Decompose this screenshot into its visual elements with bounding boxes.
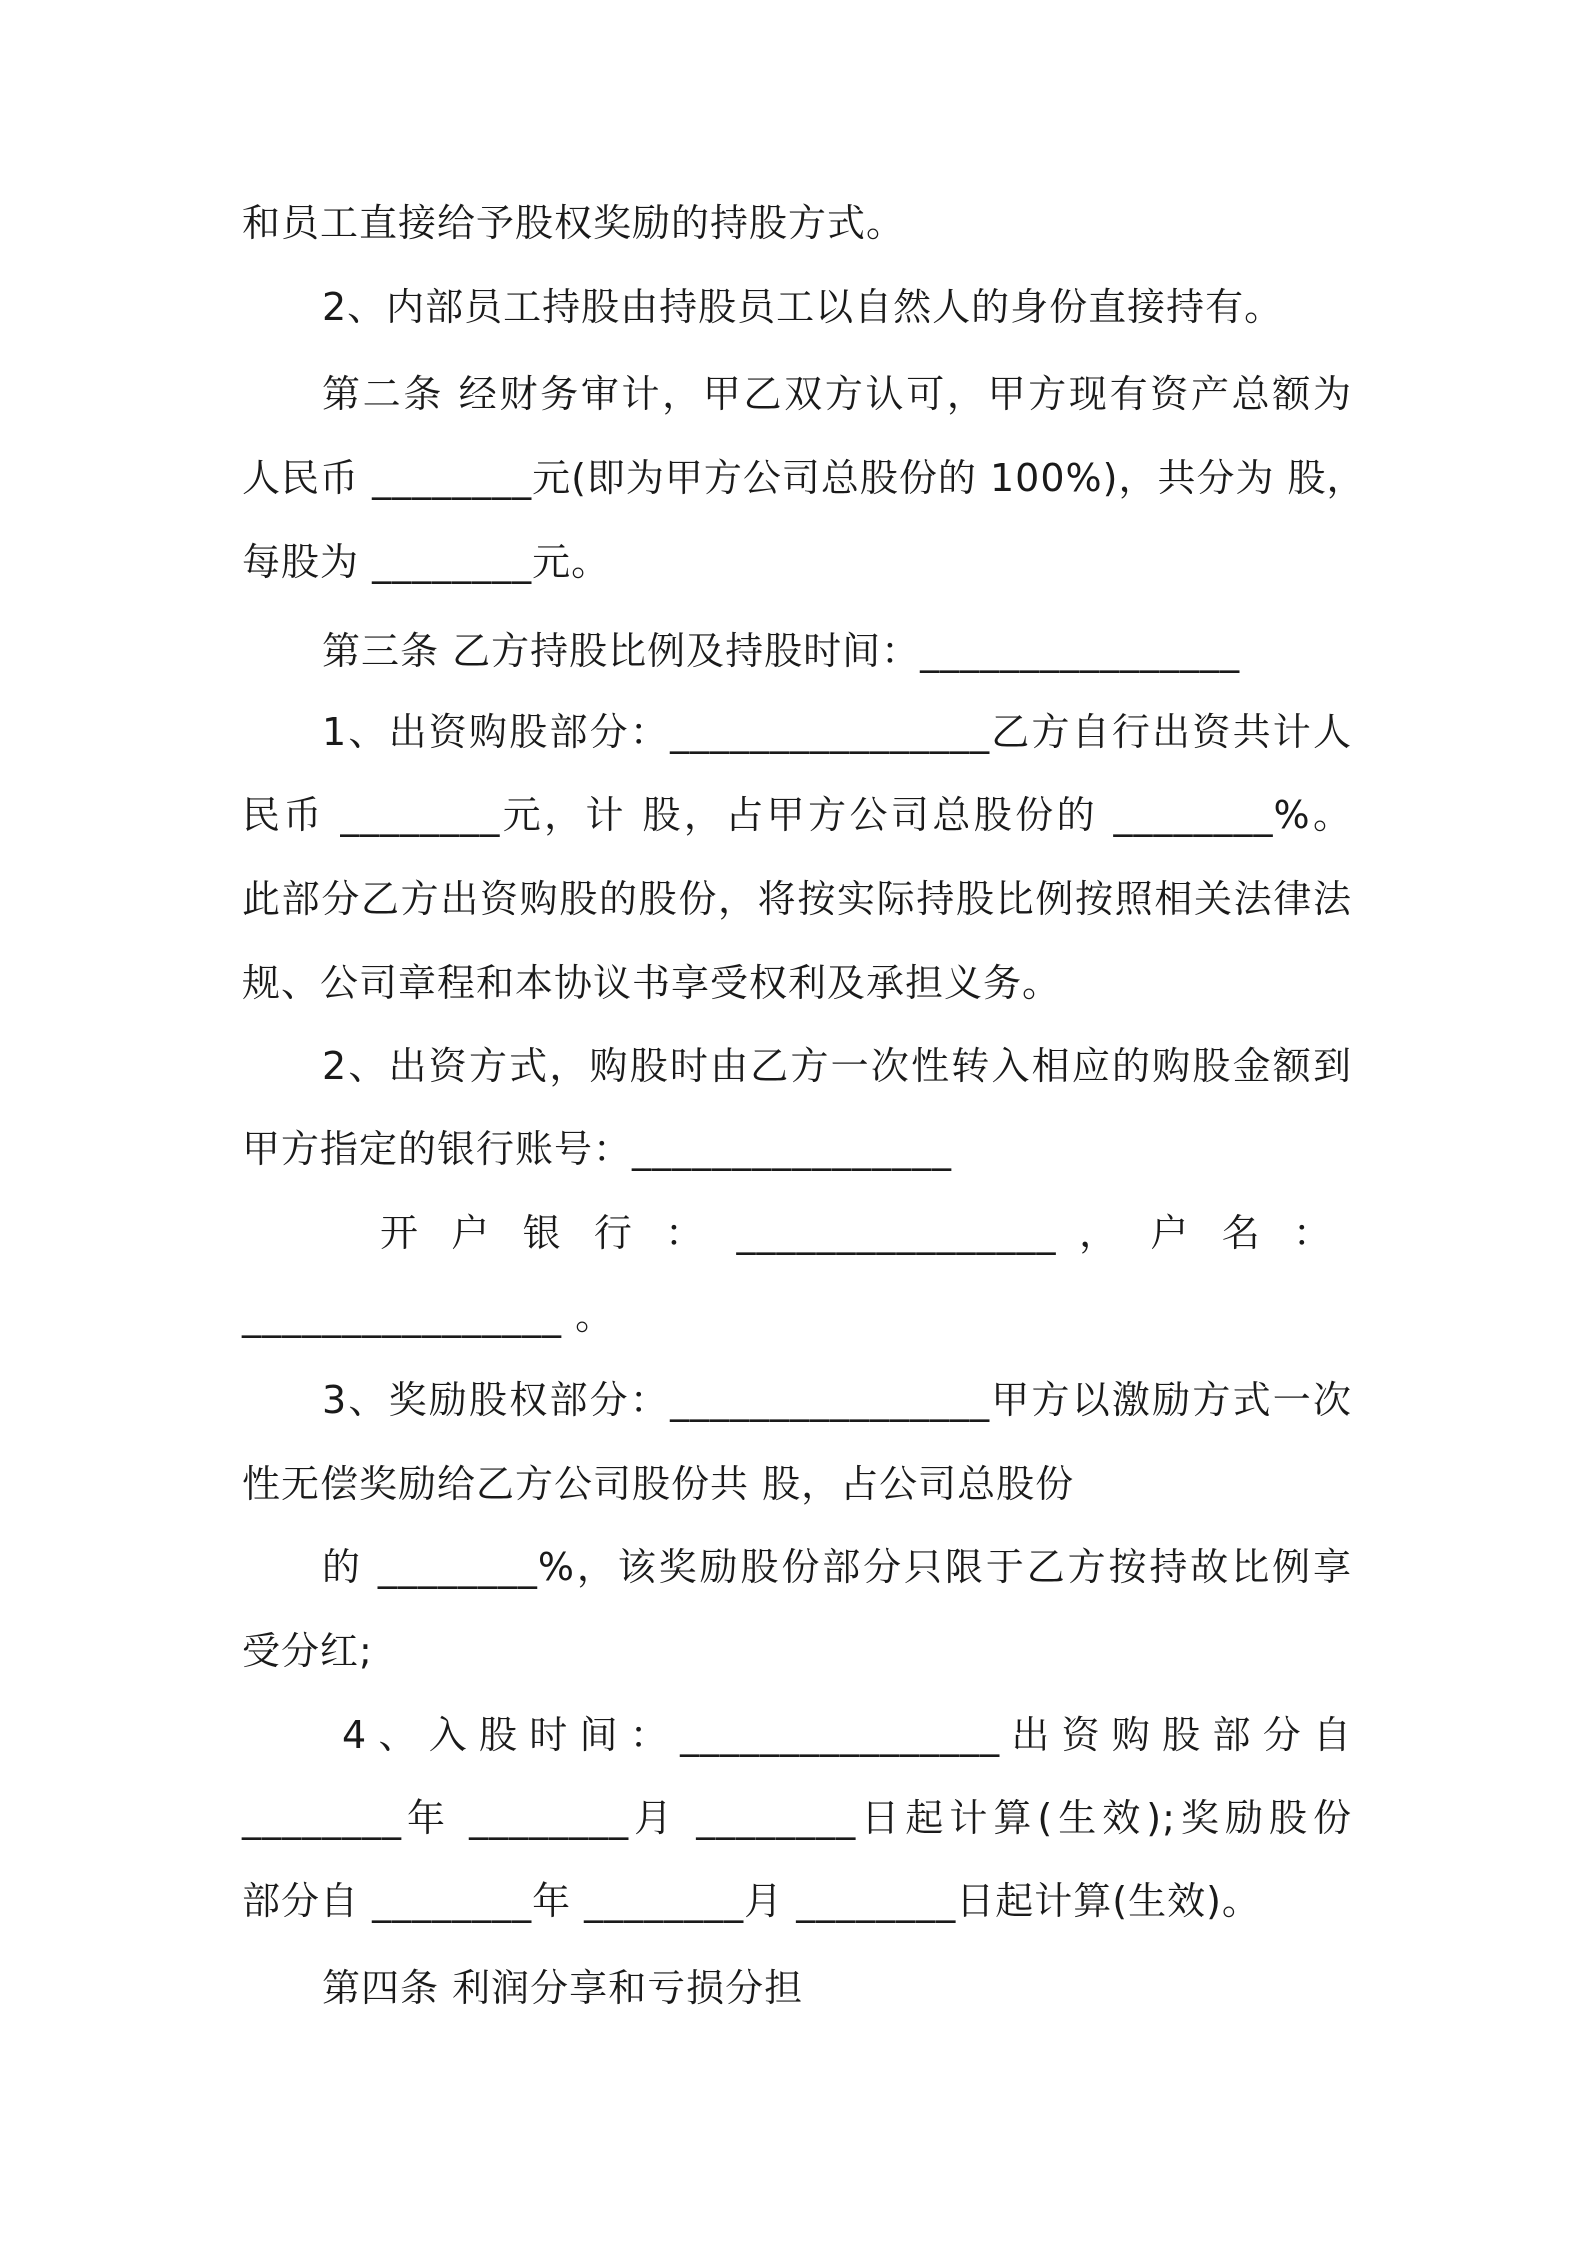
article-3-heading-line: 第三条 乙方持股比例及持股时间：________________ <box>322 629 1241 673</box>
paragraph-line-5: 每股为 ________元。 <box>242 540 611 584</box>
article-2-heading-line: 第二条 经财务审计，甲乙双方认可，甲方现有资产总额为 <box>322 372 1352 416</box>
paragraph-line-20: ________年 ________月 ________日起计算(生效);奖励股份 <box>242 1796 1352 1840</box>
paragraph-line-17: 的 ________%，该奖励股份部分只限于乙方按持故比例享 <box>322 1545 1352 1589</box>
paragraph-line-9: 此部分乙方出资购股的股份，将按实际持股比例按照相关法律法 <box>242 877 1352 921</box>
paragraph-line-11: 2、出资方式，购股时由乙方一次性转入相应的购股金额到 <box>322 1044 1352 1088</box>
paragraph-line-2: 2、内部员工持股由持股员工以自然人的身份直接持有。 <box>322 285 1284 329</box>
paragraph-line-12: 甲方指定的银行账号：________________ <box>242 1127 953 1171</box>
paragraph-line-13: 开 户 银 行 ： ________________ ， 户 名 ： <box>380 1211 1332 1255</box>
paragraph-line-4: 人民币 ________元(即为甲方公司总股份的 100%)，共分为 股， <box>242 456 1366 500</box>
paragraph-line-1: 和员工直接给予股权奖励的持股方式。 <box>242 201 906 245</box>
paragraph-line-7: 1、出资购股部分：________________乙方自行出资共计人 <box>322 710 1352 754</box>
paragraph-line-15: 3、奖励股权部分：________________甲方以激励方式一次 <box>322 1378 1352 1422</box>
paragraph-line-18: 受分红; <box>242 1629 373 1673</box>
paragraph-line-8: 民币 ________元，计 股，占甲方公司总股份的 ________%。 <box>242 793 1352 837</box>
article-4-heading-line: 第四条 利润分享和亏损分担 <box>322 1966 804 2010</box>
paragraph-line-21: 部分自 ________年 ________月 ________日起计算(生效)。 <box>242 1879 1261 1923</box>
paragraph-line-10: 规、公司章程和本协议书享受权利及承担义务。 <box>242 961 1062 1005</box>
paragraph-line-16: 性无偿奖励给乙方公司股份共 股，占公司总股份 <box>242 1462 1075 1506</box>
paragraph-line-19: 4、入股时间：________________出资购股部分自 <box>342 1713 1352 1757</box>
paragraph-line-14: ________________ 。 <box>242 1294 615 1338</box>
